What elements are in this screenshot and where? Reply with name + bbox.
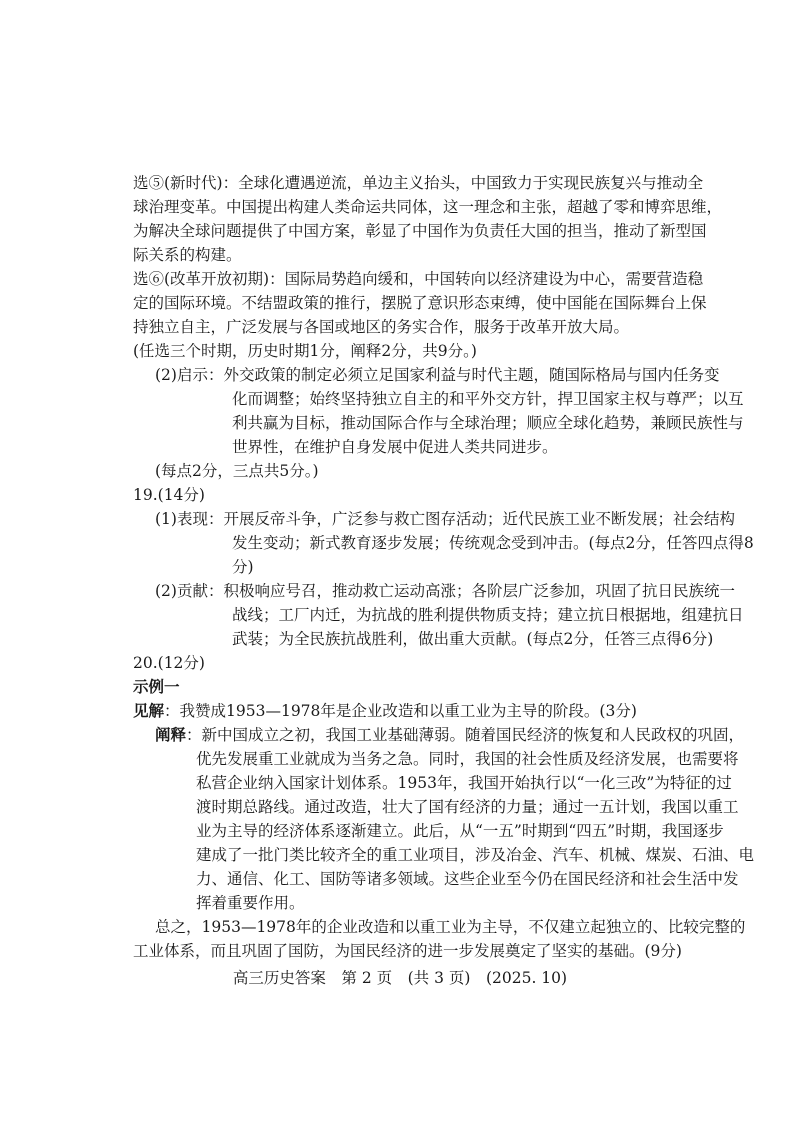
q20-explain-line8: 挥着重要作用。 [196, 894, 305, 912]
q19-part1-line3: 分) [232, 558, 254, 576]
scoring-note-1: (任选三个时期，历史时期1分，阐释2分，共9分。) [133, 342, 477, 360]
q19-part1-line1: (1)表现：开展反帝斗争，广泛参与救亡图存活动；近代民族工业不断发展；社会结构 [155, 510, 735, 528]
q18-part2-line2: 化而调整；始终坚持独立自主的和平外交方针，捍卫国家主权与尊严；以互 [232, 390, 744, 408]
q20-summary-line2: 工业体系，而且巩固了国防，为国民经济的进一步发展奠定了坚实的基础。(9分) [133, 942, 682, 960]
q19-part1-line2: 发生变动；新式教育逐步发展；传统观念受到冲击。(每点2分，任答四点得8 [232, 534, 754, 552]
q20-explain-line2: 优先发展重工业就成为当务之急。同时，我国的社会性质及经济发展，也需要将 [196, 750, 739, 768]
q19-part2-line3: 武装；为全民族抗战胜利，做出重大贡献。(每点2分，任答三点得6分) [232, 630, 714, 648]
q19-header: 19.(14分) [133, 486, 205, 504]
q20-explain-line6: 建成了一批门类比较齐全的重工业项目，涉及冶金、汽车、机械、煤炭、石油、电 [196, 846, 755, 864]
q20-view [133, 700, 637, 722]
q20-explain-line1 [155, 724, 744, 746]
q20-header: 20.(12分) [133, 654, 205, 672]
q19-part2-line2: 战线；工厂内迁，为抗战的胜利提供物质支持；建立抗日根据地，组建抗日 [232, 606, 744, 624]
q20-explain-line5: 业为主导的经济体系逐渐建立。此后，从“一五”时期到“四五”时期，我国逐步 [196, 822, 724, 840]
page-footer: 高三历史答案 第 2 页 (共 3 页) (2025. 10) [232, 969, 568, 987]
scoring-note-2: (每点2分，三点共5分。) [155, 462, 319, 480]
q19-part2-line1: (2)贡献：积极响应号召，推动救亡运动高涨；各阶层广泛参加，巩固了抗日民族统一 [155, 582, 735, 600]
option5-line2: 球治理变革。中国提出构建人类命运共同体，这一理念和主张，超越了零和博弈思维， [133, 198, 723, 216]
explain-label: 阐释 [155, 725, 187, 744]
option6-line2: 定的国际环境。不结盟政策的推行，摆脱了意识形态束缚，使中国能在国际舞台上保 [133, 294, 707, 312]
view-label: 见解 [133, 701, 165, 720]
q18-part2-line4: 世界性，在维护自身发展中促进人类共同进步。 [232, 438, 558, 456]
option6-line3: 持独立自主，广泛发展与各国或地区的务实合作，服务于改革开放大局。 [133, 318, 630, 336]
q18-part2-line1: (2)启示：外交政策的制定必须立足国家利益与时代主题，随国际格局与国内任务变 [155, 366, 720, 384]
view-text: ：我赞成1953—1978年是企业改造和以重工业为主导的阶段。(3分) [164, 702, 637, 720]
q18-part2-line3: 利共赢为目标，推动国际合作与全球治理；顺应全球化趋势，兼顾民族性与 [232, 414, 744, 432]
q20-explain-line7: 力、通信、化工、国防等诸多领域。这些企业至今仍在国民经济和社会生活中发 [196, 870, 739, 888]
q20-explain-line3: 私营企业纳入国家计划体系。1953年，我国开始执行以“一化三改”为特征的过 [196, 774, 732, 792]
option5-line1: 选⑤(新时代)：全球化遭遇逆流，单边主义抬头，中国致力于实现民族复兴与推动全 [133, 174, 704, 192]
q20-example-label: 示例一 [133, 677, 180, 696]
option5-line3: 为解决全球问题提供了中国方案，彰显了中国作为负责任大国的担当，推动了新型国 [133, 222, 707, 240]
explain-text-1: ：新中国成立之初，我国工业基础薄弱。随着国民经济的恢复和人民政权的巩固， [186, 726, 745, 744]
option6-line1: 选⑥(改革开放初期)：国际局势趋向缓和，中国转向以经济建设为中心，需要营造稳 [133, 270, 704, 288]
q20-summary-line1: 总之，1953—1978年的企业改造和以重工业为主导，不仅建立起独立的、比较完整的 [155, 918, 746, 936]
option5-line4: 际关系的构建。 [133, 246, 242, 264]
q20-explain-line4: 渡时期总路线。通过改造，壮大了国有经济的力量；通过一五计划，我国以重工 [196, 798, 739, 816]
